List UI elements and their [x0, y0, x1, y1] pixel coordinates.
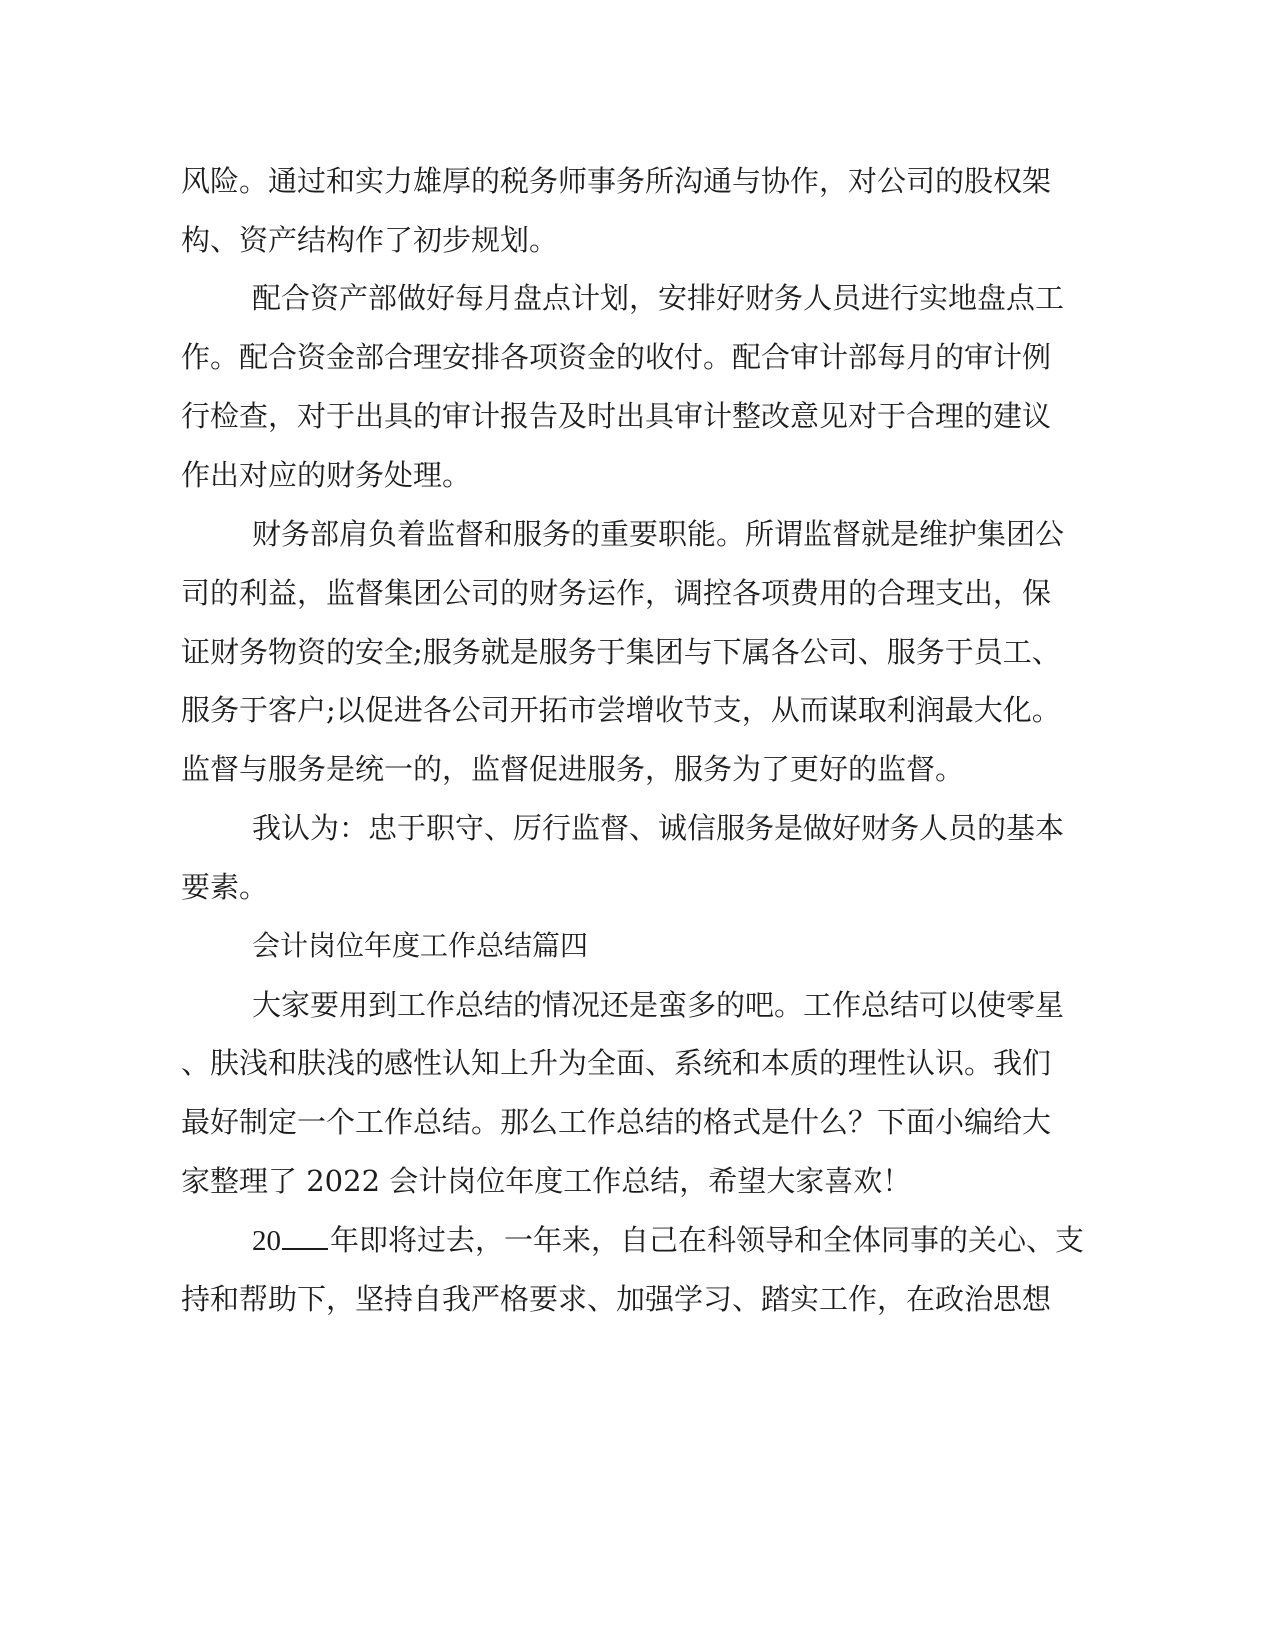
text-line: 构、资产结构作了初步规划。: [181, 223, 559, 257]
text-line: 作出对应的财务处理。: [181, 458, 472, 492]
text-line: 家整理了 2022 会计岗位年度工作总结，希望大家喜欢！: [181, 1164, 912, 1198]
text-line: 风险。通过和实力雄厚的税务师事务所沟通与协作，对公司的股权架: [181, 164, 1052, 198]
text-line: 监督与服务是统一的，监督促进服务，服务为了更好的监督。: [181, 752, 965, 786]
text-line: 证财务物资的安全;服务就是服务于集团与下属各公司、服务于员工、: [181, 635, 1061, 669]
year-blank-underline: [282, 1222, 328, 1250]
section-heading: 会计岗位年度工作总结篇四: [252, 929, 589, 962]
text-line: 持和帮助下，坚持自我严格要求、加强学习、踏实工作，在政治思想: [181, 1282, 1052, 1316]
paragraph-start: 配合资产部做好每月盘点计划，安排好财务人员进行实地盘点工: [252, 281, 1065, 315]
text-line: 作。配合资金部合理安排各项资金的收付。配合审计部每月的审计例: [181, 340, 1052, 374]
text-line: 要素。: [181, 870, 269, 904]
text-line: 行检查，对于出具的审计报告及时出具审计整改意见对于合理的建议: [181, 399, 1052, 433]
paragraph-start: [252, 1220, 1084, 1261]
paragraph-start: 我认为：忠于职守、厉行监督、诚信服务是做好财务人员的基本: [252, 811, 1065, 845]
text-line-rest: 年即将过去，一年来，自己在科领导和全体同事的关心、支: [330, 1223, 1085, 1257]
text-line: 司的利益，监督集团公司的财务运作，调控各项费用的合理支出，保: [181, 576, 1052, 610]
text-line: 最好制定一个工作总结。那么工作总结的格式是什么？下面小编给大: [181, 1105, 1052, 1139]
paragraph-start: 财务部肩负着监督和服务的重要职能。所谓监督就是维护集团公: [252, 517, 1065, 551]
year-prefix: 20: [252, 1225, 281, 1257]
paragraph-start: 大家要用到工作总结的情况还是蛮多的吧。工作总结可以使零星: [252, 988, 1065, 1022]
text-line: 服务于客户;以促进各公司开拓市尝增收节支，从而谋取利润最大化。: [181, 693, 1061, 727]
text-line: 、肤浅和肤浅的感性认知上升为全面、系统和本质的理性认识。我们: [181, 1046, 1052, 1080]
